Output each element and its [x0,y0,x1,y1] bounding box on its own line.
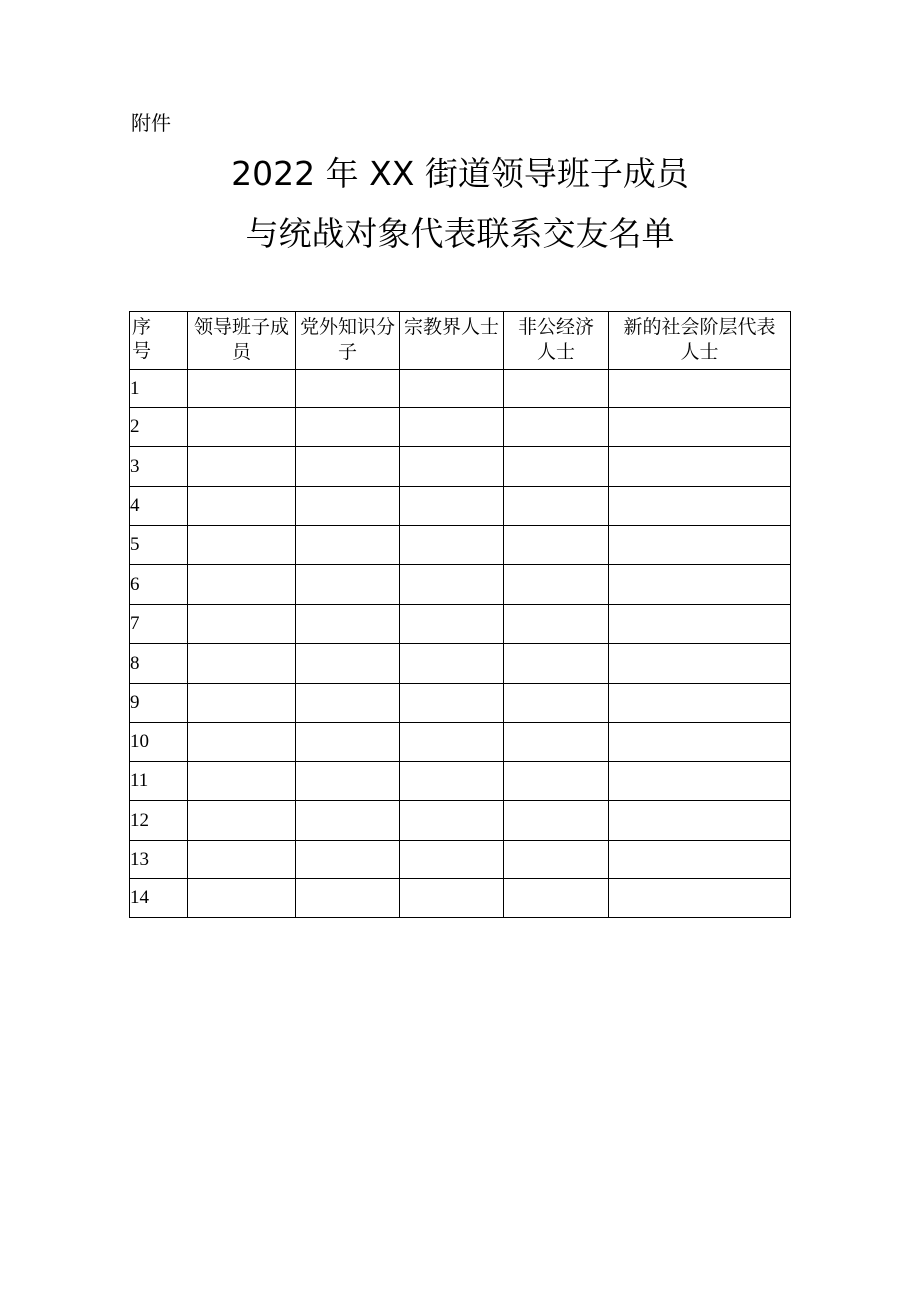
table-row [130,605,791,644]
leadership-member-cell [188,526,296,565]
table-row [130,370,791,408]
leadership-member-cell [188,565,296,605]
non-party-intellectual-cell [296,370,400,408]
new-social-strata-cell [609,644,791,684]
attachment-label: 附件 [131,111,171,135]
table-body [130,370,791,918]
religious-figure-cell [400,879,504,918]
table-row [130,879,791,918]
non-public-economy-cell [504,487,609,526]
leadership-member-cell [188,487,296,526]
row-index-cell: 5 [130,526,188,565]
religious-figure-cell [400,605,504,644]
leadership-member-cell [188,684,296,723]
new-social-strata-cell [609,526,791,565]
non-party-intellectual-cell [296,879,400,918]
row-index-cell: 1 [130,370,188,408]
non-public-economy-cell [504,723,609,762]
leadership-member-cell [188,723,296,762]
religious-figure-cell [400,565,504,605]
contact-roster-table [129,311,791,918]
leadership-member-cell [188,841,296,879]
leadership-member-cell [188,762,296,801]
non-public-economy-cell [504,565,609,605]
row-index-cell: 7 [130,605,188,644]
table-row [130,565,791,605]
religious-figure-cell [400,370,504,408]
header-index: 序号 [130,312,188,370]
table-row [130,526,791,565]
new-social-strata-cell [609,605,791,644]
religious-figure-cell [400,684,504,723]
row-index-cell: 4 [130,487,188,526]
new-social-strata-cell [609,487,791,526]
document-title-line-1: 2022 年 XX 街道领导班子成员 [231,154,689,193]
non-public-economy-cell [504,684,609,723]
non-party-intellectual-cell [296,408,400,447]
non-party-intellectual-cell [296,447,400,487]
non-public-economy-cell [504,841,609,879]
religious-figure-cell [400,487,504,526]
religious-figure-cell [400,644,504,684]
new-social-strata-cell [609,762,791,801]
non-party-intellectual-cell [296,841,400,879]
table-row [130,487,791,526]
leadership-member-cell [188,879,296,918]
non-party-intellectual-cell [296,762,400,801]
table-row [130,447,791,487]
religious-figure-cell [400,723,504,762]
non-public-economy-cell [504,370,609,408]
non-public-economy-cell [504,447,609,487]
leadership-member-cell [188,408,296,447]
row-index-cell: 12 [130,801,188,841]
non-party-intellectual-cell [296,605,400,644]
non-party-intellectual-cell [296,684,400,723]
non-public-economy-cell [504,801,609,841]
header-non-party-intellectuals: 党外知识分子 [296,312,400,370]
table-row [130,684,791,723]
new-social-strata-cell [609,447,791,487]
leadership-member-cell [188,644,296,684]
row-index-cell: 6 [130,565,188,605]
table-row [130,762,791,801]
non-public-economy-cell [504,408,609,447]
row-index-cell: 8 [130,644,188,684]
row-index-cell: 2 [130,408,188,447]
new-social-strata-cell [609,879,791,918]
non-party-intellectual-cell [296,526,400,565]
non-public-economy-cell [504,526,609,565]
row-index-cell: 9 [130,684,188,723]
religious-figure-cell [400,841,504,879]
new-social-strata-cell [609,801,791,841]
non-party-intellectual-cell [296,487,400,526]
table-row [130,841,791,879]
leadership-member-cell [188,605,296,644]
non-public-economy-cell [504,879,609,918]
non-public-economy-cell [504,605,609,644]
table-row [130,408,791,447]
table-row [130,644,791,684]
religious-figure-cell [400,526,504,565]
leadership-member-cell [188,370,296,408]
row-index-cell: 14 [130,879,188,918]
new-social-strata-cell [609,723,791,762]
document-title-line-2: 与统战对象代表联系交友名单 [245,214,675,253]
new-social-strata-cell [609,841,791,879]
table-row [130,723,791,762]
header-religious-figures: 宗教界人士 [400,312,504,370]
row-index-cell: 11 [130,762,188,801]
row-index-cell: 3 [130,447,188,487]
header-new-social-strata: 新的社会阶层代表人士 [609,312,791,370]
non-party-intellectual-cell [296,723,400,762]
new-social-strata-cell [609,370,791,408]
table-header-row [130,312,791,370]
row-index-cell: 10 [130,723,188,762]
new-social-strata-cell [609,408,791,447]
new-social-strata-cell [609,565,791,605]
non-party-intellectual-cell [296,565,400,605]
non-public-economy-cell [504,762,609,801]
header-non-public-economy: 非公经济人士 [504,312,609,370]
leadership-member-cell [188,801,296,841]
religious-figure-cell [400,447,504,487]
non-party-intellectual-cell [296,644,400,684]
header-leadership-member: 领导班子成员 [188,312,296,370]
leadership-member-cell [188,447,296,487]
table-row [130,801,791,841]
row-index-cell: 13 [130,841,188,879]
non-party-intellectual-cell [296,801,400,841]
new-social-strata-cell [609,684,791,723]
religious-figure-cell [400,762,504,801]
religious-figure-cell [400,801,504,841]
religious-figure-cell [400,408,504,447]
non-public-economy-cell [504,644,609,684]
